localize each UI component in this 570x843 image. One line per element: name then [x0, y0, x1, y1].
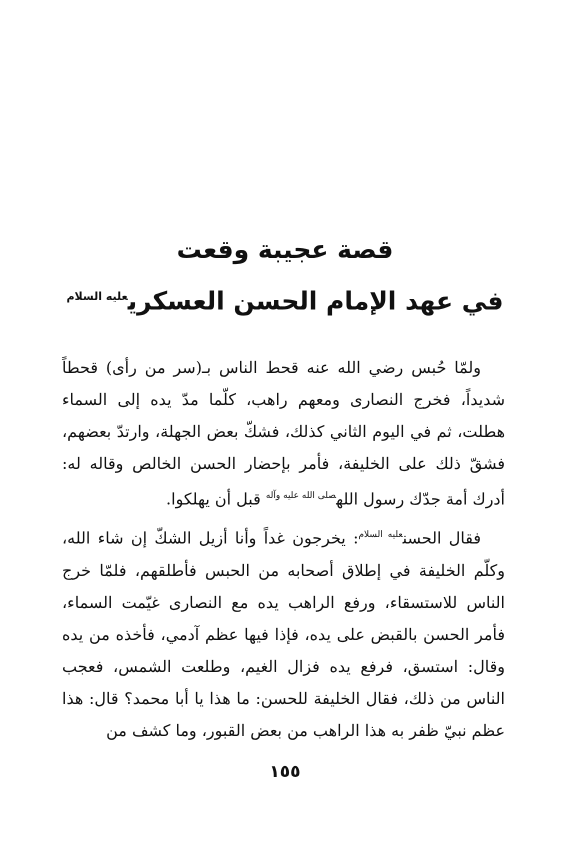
paragraph-2 — [62, 519, 505, 746]
page-number: ١٥٥ — [269, 762, 301, 782]
chapter-title — [60, 226, 510, 324]
honorific-mark: صلى الله عليه وآله — [265, 491, 337, 501]
paragraph-2-start: فقال الحسن — [402, 528, 481, 548]
title-line-2 — [60, 273, 510, 324]
title-line-1: قصة عجيبة وقعت — [176, 235, 394, 264]
paragraph-1-text: ولمّا حُبس رضي الله عنه قحط الناس بـ(سر من رأى) قحطاً شديداً، فخرج النصارى ومعهم راهب، كلّما مدّ يده إلى السماء هطلت، ثم في اليوم الثاني كذلك، فشكّ بعض الجهلة، وارتدّ بعضهم، فشقّ ذلك على الخليفة، فأمر بإحضار الحسن الخالص وقاله له: أدرك أمة جدّك رسول الله — [62, 358, 506, 509]
body-text — [62, 352, 505, 747]
honorific-mark: عليه السلام — [66, 290, 128, 303]
paragraph-1-end: قبل أن يهلكوا. — [166, 489, 266, 509]
paragraph-2-text: : يخرجون غداً وأنا أزيل الشكّ إن شاء الله، وكلّم الخليفة في إطلاق أصحابه من الحبس فأطلقهم، فلمّا خرج الناس للاستسقاء، ورفع الراهب يده مع النصارى غيّمت السماء، فأمر الحسن بالقبض على يده، فإذا فيها عظم آدمي، فأخذه من يده وقال: استسق، فرفع يده فزال الغيم، وطلعت الشمس، فعجب الناس من ذلك، فقال الخليفة للحسن: ما هذا يا أبا محمد؟ قال: هذا عظم نبيّ ظفر به هذا الراهب من بعض القبور، وما كشف من — [62, 528, 505, 740]
honorific-mark: عليه السلام — [358, 530, 403, 541]
title-line-2-text: في عهد الإمام الحسن العسكري — [127, 286, 504, 316]
paragraph-1 — [62, 352, 505, 515]
